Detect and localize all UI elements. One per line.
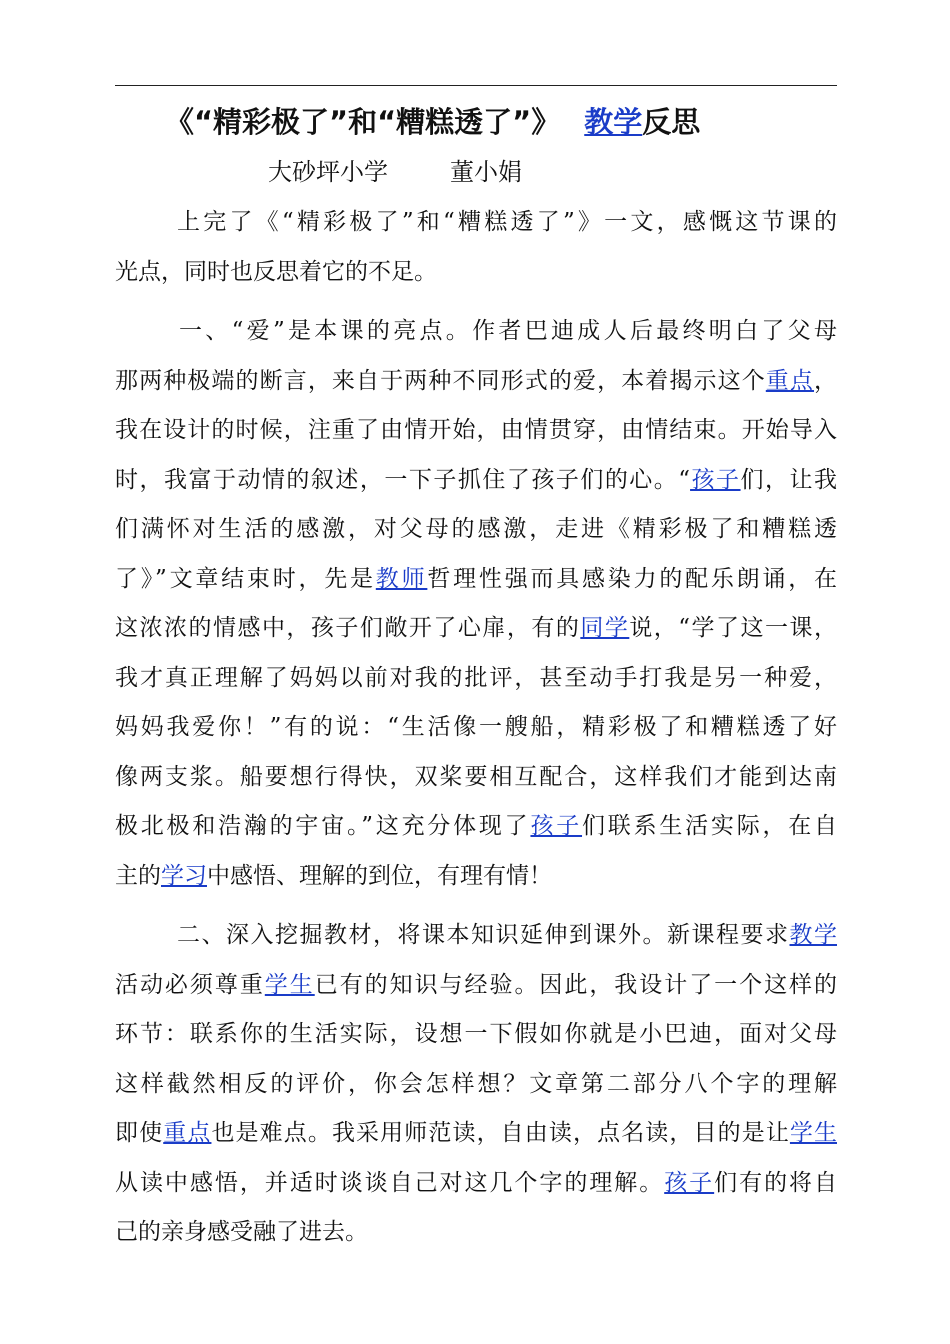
text-line (115, 1208, 837, 1258)
keyword-link[interactable]: 教师 (375, 565, 428, 592)
text-segment: 也是难点。我采用师范读，自由读，点名读，目的是让 (211, 1120, 790, 1146)
text-line (115, 555, 837, 605)
text-segment: 光点，同时也反思着它的不足。 (115, 258, 437, 285)
text-line (115, 1010, 837, 1060)
keyword-link[interactable]: 学生 (789, 1120, 837, 1146)
paragraph-gap (115, 901, 837, 911)
text-segment: 妈妈我爱你！”有的说：“生活像一艘船，精彩极了和糟糕透了好 (115, 714, 837, 740)
text-segment: 已有的知识与经验。因此，我设计了一个这样的 (314, 971, 837, 998)
text-line (115, 1060, 837, 1110)
text-line (115, 604, 837, 654)
text-segment: 我在设计的时候，注重了由情开始，由情贯穿，由情结束。开始导入 (115, 417, 837, 443)
text-segment: 己的亲身感受融了进去。 (115, 1219, 368, 1245)
text-line (115, 852, 837, 902)
keyword-link[interactable]: 学生 (264, 971, 315, 998)
text-segment: 即使 (115, 1120, 164, 1146)
text-line (115, 753, 837, 803)
text-segment: 上完了《“精彩极了”和“糟糕透了”》一文，感慨这节课的 (177, 209, 837, 235)
header-rule (115, 85, 837, 86)
text-segment: 说，“学了这一课， (629, 615, 837, 641)
text-segment: 这样截然相反的评价，你会怎样想？文章第二部分八个字的理解 (115, 1070, 837, 1097)
keyword-link[interactable]: 重点 (163, 1120, 212, 1146)
title-link-teaching[interactable]: 教学 (584, 105, 643, 139)
author-line (268, 152, 522, 187)
keyword-link[interactable]: 孩子 (690, 466, 741, 493)
text-segment: 们联系生活实际，在自 (582, 813, 837, 839)
author-school: 大砂坪小学 (268, 158, 388, 186)
text-line (115, 1159, 837, 1209)
text-segment: 像两支浆。船要想行得快，双桨要相互配合，这样我们才能到达南 (115, 763, 837, 790)
text-line (115, 456, 837, 506)
text-segment: 我才真正理解了妈妈以前对我的批评，甚至动手打我是另一种爱， (115, 664, 837, 691)
text-segment: 环节：联系你的生活实际，设想一下假如你就是小巴迪，面对父母 (115, 1021, 837, 1047)
keyword-link[interactable]: 教学 (789, 922, 837, 948)
keyword-link[interactable]: 同学 (580, 615, 630, 641)
text-line (115, 911, 837, 961)
text-segment: 极北极和浩瀚的宇宙。”这充分体现了 (115, 813, 531, 839)
text-segment: 二、深入挖掘教材，将课本知识延伸到课外。新课程要求 (177, 922, 790, 948)
document-body (115, 198, 837, 1258)
title-suffix: 反思 (642, 105, 701, 139)
keyword-link[interactable]: 重点 (765, 367, 815, 394)
text-line (115, 802, 837, 852)
text-segment: 一、“爱”是本课的亮点。作者巴迪成人后最终明白了父母 (179, 318, 837, 344)
text-line (115, 357, 837, 407)
text-segment: 活动必须尊重 (115, 971, 265, 998)
text-segment: 从读中感悟，并适时谈谈自己对这几个字的理解。 (115, 1169, 665, 1196)
text-line (115, 961, 837, 1011)
text-line (115, 406, 837, 456)
text-line (115, 505, 837, 555)
text-segment: 中感悟、理解的到位，有理有情！ (207, 862, 552, 889)
text-segment: 主的 (115, 862, 161, 889)
text-segment: 哲理性强而具感染力的配乐朗诵，在 (427, 565, 837, 592)
text-segment: 时，我富于动情的叙述，一下子抓住了孩子们的心。“ (115, 466, 691, 493)
text-line (115, 654, 837, 704)
text-segment: 了》”文章结束时，先是 (115, 565, 376, 592)
text-line (115, 248, 837, 298)
text-segment: 那两种极端的断言，来自于两种不同形式的爱，本着揭示这个 (115, 367, 766, 394)
text-line (115, 1109, 837, 1159)
text-segment: 这浓浓的情感中，孩子们敞开了心扉，有的 (115, 615, 581, 641)
text-segment: 们有的将自 (714, 1169, 837, 1196)
text-segment: 们，让我 (740, 466, 837, 493)
text-line (115, 307, 837, 357)
text-segment: ， (814, 367, 837, 394)
document-title (165, 100, 700, 141)
keyword-link[interactable]: 孩子 (664, 1169, 715, 1196)
text-line (115, 198, 837, 248)
title-text: 《“精彩极了”和“糟糕透了”》 (165, 105, 561, 139)
text-line (115, 703, 837, 753)
keyword-link[interactable]: 学习 (161, 862, 207, 889)
text-segment: 们满怀对生活的感激，对父母的感激，走进《精彩极了和糟糕透 (115, 516, 837, 542)
author-name: 董小娟 (450, 158, 522, 186)
keyword-link[interactable]: 孩子 (530, 813, 583, 839)
paragraph-gap (115, 297, 837, 307)
